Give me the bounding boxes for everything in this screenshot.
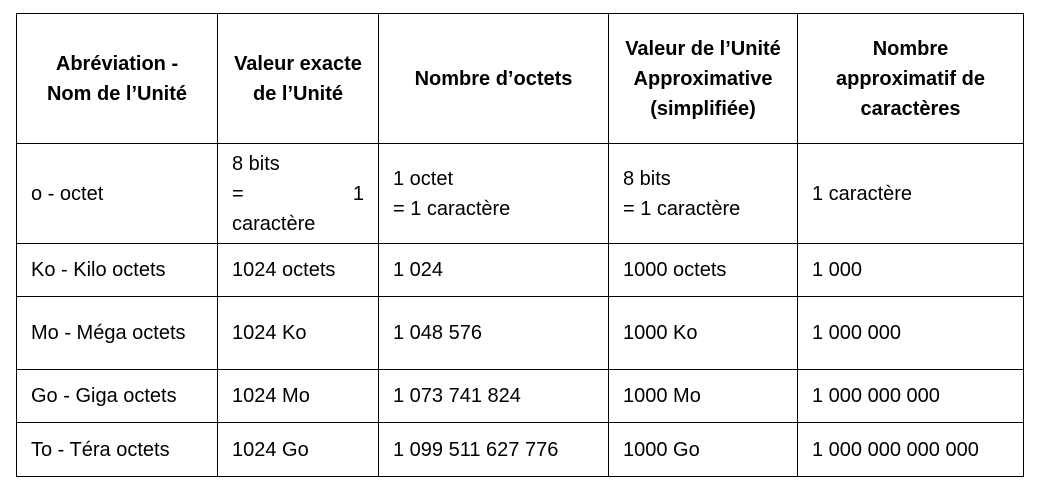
cell-approx-value: 1000 Ko [609, 297, 798, 370]
units-table [16, 13, 1024, 477]
header-byte-count: Nombre d’octets [379, 14, 609, 144]
cell-unit: Go - Giga octets [17, 370, 218, 423]
cell-exact-value: 1024 Ko [218, 297, 379, 370]
cell-unit: Ko - Kilo octets [17, 244, 218, 297]
cell-approx-value: 1000 Go [609, 423, 798, 477]
cell-bytes: 1 099 511 627 776 [379, 423, 609, 477]
cell-approx-chars: 1 000 [798, 244, 1024, 297]
cell-approx-chars: 1 000 000 000 000 [798, 423, 1024, 477]
cell-bytes: 1 073 741 824 [379, 370, 609, 423]
exact-value-equals: = [232, 182, 244, 205]
header-approx-value: Valeur de l’Unité Approximative (simplifiée) [609, 14, 798, 144]
exact-value-line1: 8 bits [232, 152, 280, 175]
header-abbreviation: Abréviation - Nom de l’Unité [17, 14, 218, 144]
cell-approx-value: 1000 Mo [609, 370, 798, 423]
cell-exact-value [218, 144, 379, 244]
bytes-line1: 1 octet [393, 167, 454, 190]
bytes-line2: = 1 caractère [393, 197, 511, 220]
header-row [17, 14, 1024, 144]
cell-unit: To - Téra octets [17, 423, 218, 477]
header-approx-chars: Nombre approximatif de caractères [798, 14, 1024, 144]
cell-exact-value: 1024 Go [218, 423, 379, 477]
cell-unit: Mo - Méga octets [17, 297, 218, 370]
cell-approx-chars: 1 caractère [798, 144, 1024, 244]
cell-bytes: 1 024 [379, 244, 609, 297]
cell-approx-value [609, 144, 798, 244]
cell-exact-value: 1024 octets [218, 244, 379, 297]
cell-bytes [379, 144, 609, 244]
exact-value-one: 1 [352, 182, 364, 205]
approx-line1: 8 bits [623, 167, 671, 190]
table-row-go [17, 370, 1024, 423]
table-row-octet [17, 144, 1024, 244]
exact-value-line3: caractère [232, 212, 316, 235]
cell-exact-value: 1024 Mo [218, 370, 379, 423]
approx-line2: = 1 caractère [623, 197, 741, 220]
table-row-ko [17, 244, 1024, 297]
table-row-mo [17, 297, 1024, 370]
cell-approx-chars: 1 000 000 000 [798, 370, 1024, 423]
cell-approx-chars: 1 000 000 [798, 297, 1024, 370]
header-exact-value: Valeur exacte de l’Unité [218, 14, 379, 144]
table-row-to [17, 423, 1024, 477]
cell-unit: o - octet [17, 144, 218, 244]
exact-value-line2 [232, 179, 364, 209]
cell-approx-value: 1000 octets [609, 244, 798, 297]
cell-bytes: 1 048 576 [379, 297, 609, 370]
